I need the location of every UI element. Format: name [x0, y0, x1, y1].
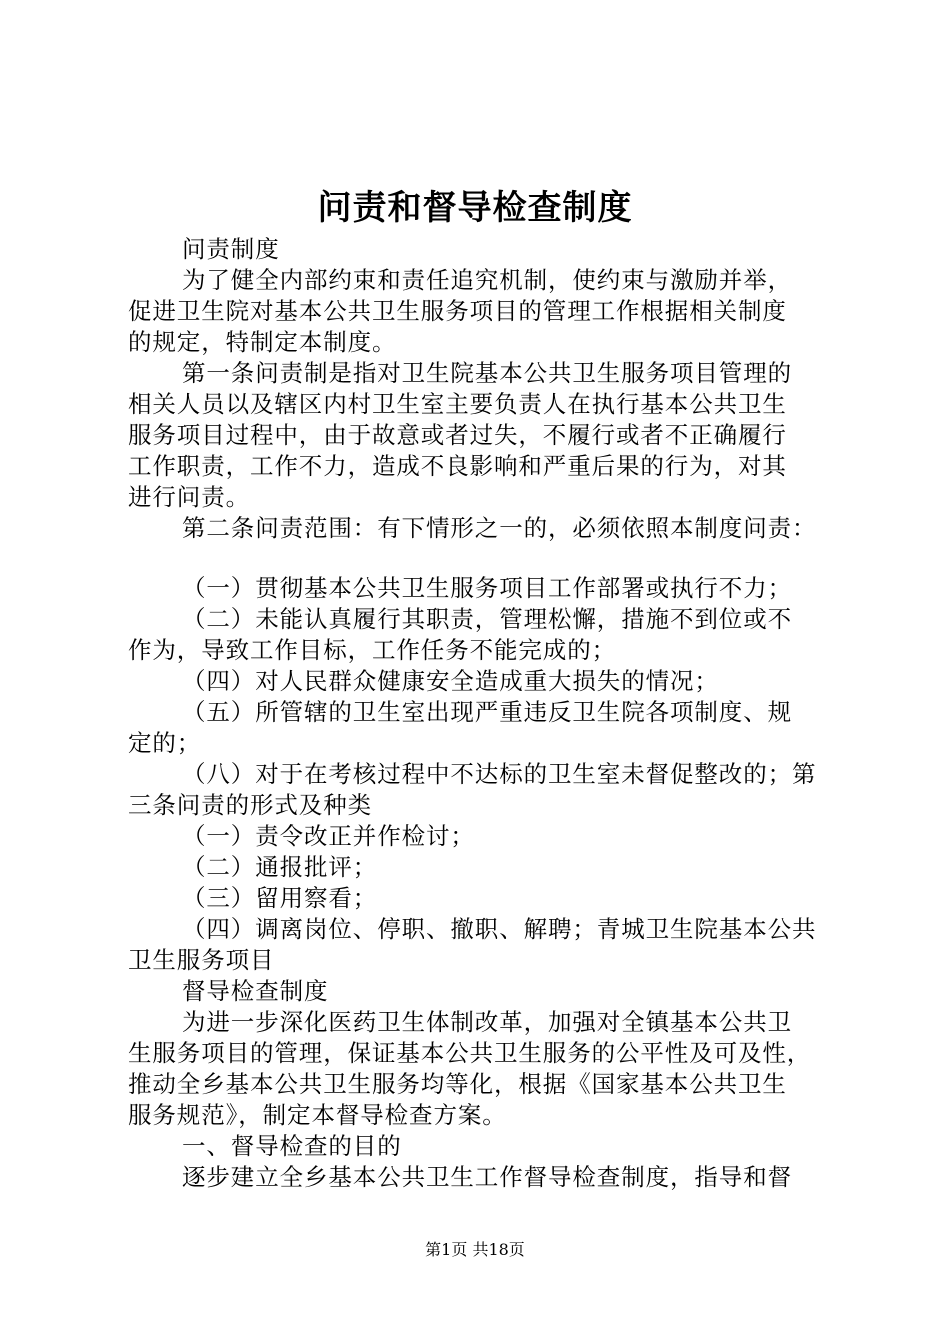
text-line: 服务规范》，制定本督导检查方案。	[128, 1101, 507, 1129]
text-line: 为进一步深化医药卫生体制改革，加强对全镇基本公共卫	[182, 1008, 792, 1036]
text-line: 定的；	[128, 729, 202, 757]
text-line: 工作职责，工作不力，造成不良影响和严重后果的行为，对其	[128, 452, 787, 480]
text-line: （三）留用察看；	[182, 884, 378, 912]
page-footer: 第1页 共18页	[425, 1240, 525, 1259]
text-line: 相关人员以及辖区内村卫生室主要负责人在执行基本公共卫生	[128, 390, 787, 418]
text-line: 三条问责的形式及种类	[128, 791, 372, 819]
text-line: （二）未能认真履行其职责，管理松懈，措施不到位或不	[182, 605, 792, 633]
text-line: 问责制度	[182, 235, 280, 263]
text-line: （八）对于在考核过程中不达标的卫生室未督促整改的；第	[182, 760, 817, 788]
text-line: （四）调离岗位、停职、撤职、解聘；青城卫生院基本公共	[182, 915, 817, 943]
text-line: 的规定，特制定本制度。	[128, 328, 397, 356]
text-line: 作为，导致工作目标，工作任务不能完成的；	[128, 636, 616, 664]
text-line: 推动全乡基本公共卫生服务均等化，根据《国家基本公共卫生	[128, 1070, 787, 1098]
text-line: （一）责令改正并作检讨；	[182, 822, 475, 850]
text-line: （五）所管辖的卫生室出现严重违反卫生院各项制度、规	[182, 698, 792, 726]
text-line: 第二条问责范围：有下情形之一的，必须依照本制度问责：	[182, 514, 817, 542]
text-line: 一、督导检查的目的	[182, 1132, 402, 1160]
document-title: 问责和督导检查制度	[317, 188, 633, 228]
text-line: （二）通报批评；	[182, 853, 378, 881]
text-line: 第一条问责制是指对卫生院基本公共卫生服务项目管理的	[182, 359, 792, 387]
text-line: 督导检查制度	[182, 977, 329, 1005]
text-line: 进行问责。	[128, 483, 250, 511]
text-line: （一）贯彻基本公共卫生服务项目工作部署或执行不力；	[182, 574, 792, 602]
text-line: 为了健全内部约束和责任追究机制，使约束与激励并举，	[182, 266, 792, 294]
text-line: 促进卫生院对基本公共卫生服务项目的管理工作根据相关制度	[128, 297, 787, 325]
text-line: 服务项目过程中，由于故意或者过失，不履行或者不正确履行	[128, 421, 787, 449]
text-line: 卫生服务项目	[128, 946, 275, 974]
text-line: （四）对人民群众健康安全造成重大损失的情况；	[182, 667, 719, 695]
text-line: 逐步建立全乡基本公共卫生工作督导检查制度，指导和督	[182, 1163, 792, 1191]
text-line: 生服务项目的管理，保证基本公共卫生服务的公平性及可及性，	[128, 1039, 812, 1067]
